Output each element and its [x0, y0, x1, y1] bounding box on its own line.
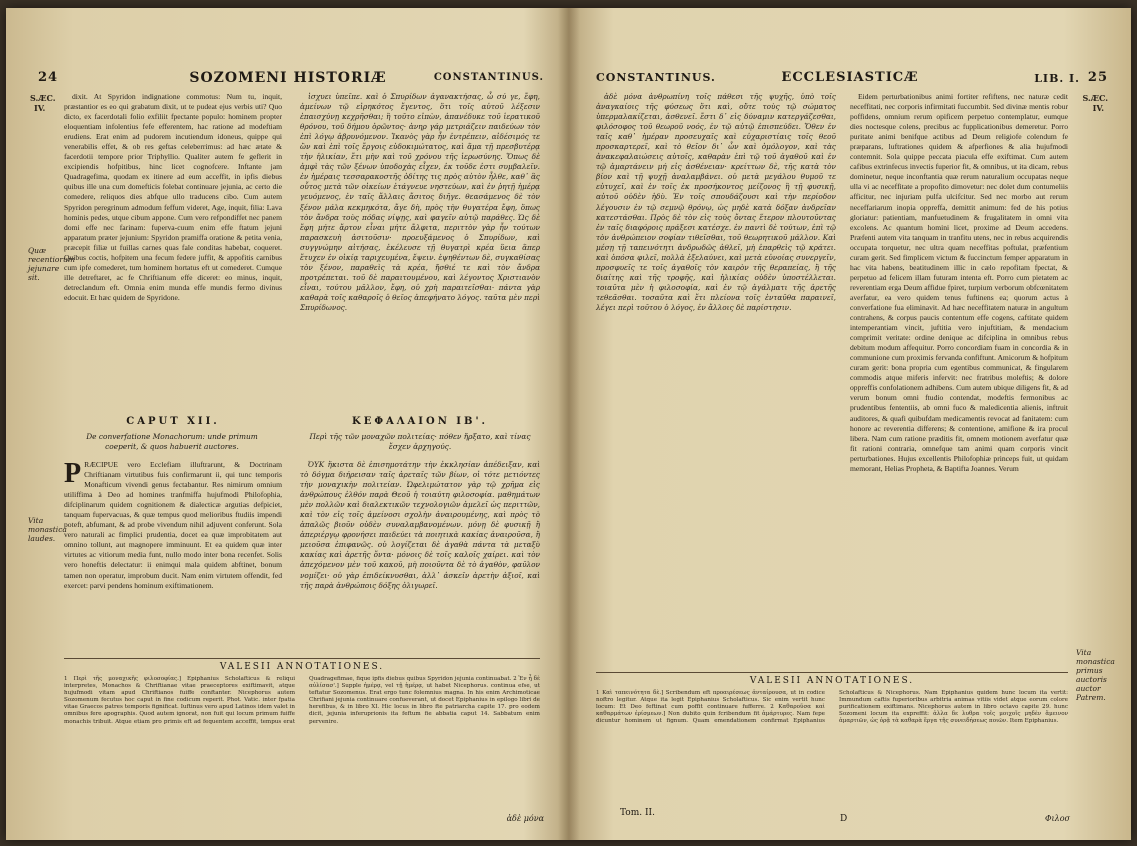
- right-century-label: IV.: [1092, 103, 1104, 113]
- left-chapter-latin: CAPUT XII.: [126, 416, 220, 427]
- right-page: [590, 8, 1115, 840]
- right-notes-rule: [596, 672, 1068, 673]
- left-summary-greek: Περὶ τῆς τῶν μοναχῶν πολιτείας· πόθεν ἤρξατο, καὶ τίνας ἔσχεν ἀρχηγούς.: [309, 432, 531, 451]
- right-book-label: LIB. I.: [1034, 72, 1080, 85]
- left-margin-note-jejunium: Quæ recentiorum jejunare sit.: [28, 246, 75, 282]
- right-latin-text: Eidem perturbationibus animi fortiter refiftens, nec naturæ cedit neceffitati, nec corporis infirmitati fuccumbit. Sed divinæ mentis robur poffidens, omnium rerum opificem perpetuo contemplatur, eumque dies noctesque colens, precibus ac fupplicationibus demeretur. Porro puritate animi benifque actibus ad Deum religiofe colendum fe præparans, luftrationes quidem & afperfiones & alia hujufmodi contemnit. Sola quippe peccata piacula effe exiftimat. Cum autem cafibus extrinfecus invectis fuperior fit, & omnibus, ut ita dicam, rebus dominetur, neque inconftantia quæ rerum naturalium occupatas neque ulla vi ac neceffitate a propofito dimovetur: nec dolet dum contumeliis afficitur, nec injuriam pulfa ulcifcitur. Sed nec morbo aut rerum neceffariarum inopia oppreffa, demittit animum: fed de his potius gloriatur: patientiam, manfuetudinem & frugalitatem in omni vita excolens. Ac quantum homini licet, proxime ad Deum accedens. Præfenti autem vita tanquam in tranfitu utens, nec in rebus acquirendis occupata torquetur, nec ultra quam neceffitas poftulat, præfentium curam gerit. Sed fimplicem victum & fuccinctum femper apparatum in hac vita habens, beatitudinem illic in cælo repofitam fpectat, & perpetuo ad felicem illam futuram intenta eft. Porro cum pietatem ac reverentiam erga Deum affidue fpiret, turpium verborum obfcœnitatem averfatur, ea vero quidem tenus fuftinens ea; quorum actus à converfatione fua eliminavit. Ad hæc neceffitatem naturæ in angultum contrahens, & corpus paucis contentum effe cogens, caftitate quidem intemperantiam vincit, juftitia vero injuftitiam, & mendacium comprimit veritate: ordine denique ac difciplina in omnibus rebus debitum modum affequitur. Porro concordiam fuam in concordia & in communione cum proximis fervanda confiftunt. Amicorum & hofpitum curam gerit: bona propria cum egentibus communicat, & fingularem commodis atque miferis infervit: nec fratribus moleftis; & dolore oppreffis confolationem adhibens. Cum autem ubique diligens fit, & ad verum bonum omni ftudio contendat, modeftis fermonibus ac prudentibus fententiis, ab omni fuco & maledicentia alienis, inftruit auditores, & quafi quibufdam medicamentis revocat ad fanitatem: cum honore ac reverentia differens; & contentione, amifione & ira procul libera. Nam cum ratione præditis fit, omnem motionem averfatur quæ fit rationi contraria, omnefque tam animi quam corporis vincit perturbationes. Hujus excellentis Philofophiæ princeps fuit, ut quidam memorant, Helias Propheta, & Baptifta Joannes. Verum: [850, 92, 1068, 473]
- left-catchword: ἀδὲ μόνα: [506, 814, 544, 823]
- right-running-title: ECCLESIASTICÆ: [781, 70, 919, 85]
- right-notes-text: 1 Καὶ ταπεινότητα δὲ.] Scribendum eft προαιρέσεως ἀνταίρουσα, ut in codice noftro legitur. Atque ita legit Epiphanius Scholafticus. Sic enim vertit hunc locum: Et Deo feftinat cum poffit continuare fufferre. 2 Καθαροῦσα καὶ καθαρμάτων ἐρίσμεων.] Non dubito quin fcribendum fit ἀμάρτυρες. Nam fepe dicuntur hominem ut fignum. Quam emendationem confirmat Epiphanius Scholafticus & Nicephorus. Nam Epiphanius quidem hunc locum ita vertit: Immundum caftis fuperioribus arbitria animas vitiis videt atque eorum colore purificationem exiftimans. Nicephorus autem in libro octavo capite 29. hunc Sozomeni locum ita expreffit: ἀλλα δε λυθρα τοῖς μοιχοῖς μηδὲν ἄμεινον ἀμαρτιῶν, ὡς ὁρᾷ τὰ καθαρὰ ἔργα τῆς συνειδήσεως ποιῶν. Item Epiphanius.: [596, 690, 1068, 725]
- left-latin-column-bottom: [64, 460, 282, 650]
- left-running-title: SOZOMENI HISTORIÆ: [189, 70, 387, 86]
- left-latin-text-bottom: RÆCIPUE vero Ecclefiam illuftrarunt, & Doctrinam Chriftianam virtutibus fuis confirmarunt ii, qui tunc temporis Monafticum vivendi genus fectabantur. Res nimirum omnium utiliffima à Deo ad homines tranfmiffa hujufmodi Philofophia, difciplinarum quidem cognitionem & dialecticæ argutias defpiciet, tanquam fupervacuas, & quæ tempus quod melioribus ftudiis impendi poteft, abfumant, & ad probe vivendum nihil adjuvent conferunt. Sola vero naturali ac fimplici prudentia, docet ea quæ improbitatem aut omnino tollunt, aut magnopere imminuunt. Et ea quidem quæ inter virtutes ac vitiorum media funt, nullo modo inter bona recenfet. Solis vero honeftis delectatur: ii enimqui mala quidem abftinet, bonum tamen non operatur, improbum ducit. Nam enim virtutem offendit, fed exercet: parvi pendens hominum exiftimationem.: [64, 460, 282, 590]
- left-latin-column-top: [64, 92, 282, 410]
- left-notes-rule: [64, 658, 540, 659]
- book-gutter: [558, 8, 580, 840]
- right-running-head: [590, 70, 1110, 88]
- right-emperor-label: CONSTANTINUS.: [596, 71, 716, 84]
- left-latin-text-top: dixit. At Spyridon indignatione commotus: Num tu, inquit, præstantior es eo qui grabatum dixit, ut te pudeat ejus verbis uti? Quo dicto, ex facerdotali folio exfiliit fpectante populo: hominem propter eloquentiam infolentius fefe efferentem, hac ratione ad modeftiam erudiens. Erat enim ad pudorem incutiendum idoneus, quippe qui venerabilis effet, & ob res geftas celeberrimus: ad hæc ætate & facerdotii tempore prior Triphyllio. Qualiter autem fe geflerit in excipiendis hofpitibus, hinc licet cognofcere. Inftante jam Quadragefima, quodam ex itinere ad eum acceffit, in ipfis diebus quibus ille una cum domefticis folebat continuare jejunia, ac certo die comedere, reliquos dies abfque ullo traducens cibo. Cum autem Spyridon peregrinum admodum feffum videret, Age, inquit, filia: Lava hominis pedes, utque cibum appone. Cum vero refpondiffet nec panem domi effe nec farinam: fuperva-cuum enim effe ftatum jejuni apparatum præter jejunium: Spyridon pramiffa oratione & petita venia, præcepit filiæ ut fuillas carnes quas fale conditas habebat, coqueret. Quibus coctis, hofpitem una fecum federe juffit, & appofitis carnibus cum ipfe comederet, tum hominem hortatus eft ut comederet. Cumque ille detreftaret, ac fe Chriftianum effe diceret: eo minus, inquit, detreclandum eft. Omnia enim munda effe mundis fermo divinus edocuit. Et hæc quidem de Spyridone.: [64, 92, 282, 302]
- left-running-head: [28, 70, 548, 88]
- right-notes-heading: VALESII ANNOTATIONES.: [749, 676, 915, 686]
- left-page: [28, 8, 548, 840]
- right-page-number: 25: [1087, 70, 1108, 85]
- right-catchword: Φιλοσ: [1044, 814, 1070, 823]
- left-dropcap: P: [64, 458, 82, 489]
- right-greek-column: [596, 92, 836, 648]
- right-margin-note: Vita monastica primus auctoris auctor Patrem.: [1076, 648, 1115, 702]
- left-notes-text: 1 Περὶ τῆς μοναχικῆς φιλοσοφίας.] Epiphanius Scholafticus & reliqui interpretes, Monachos & Chriftianae vitae praeceptores exiftimavit, atque hujufmodi vitam apud Chriftianos fuiffe conftanter. Nicephorus autem Sozomenum fecutus hoc caput in fine codicum reperit. Phot. Vatic. inter fpatia vitae Graecos patres temporis fignificat. Iuftinus vero apud Latinos idem valet in omnibus fere apographis. Quod autem ignorat, non fuit qui locum primum fuiffe monachis tribuit. Atque etiam pro primis eft ad fequentem acceffit, tempus erat Quadragefimae, fique ipfis diebus quibus Spyridon jejunia continuabat. 2 Ἐν ἧ̣ δὲ αὐλίσασ'.] Supple ἡμέρᾳ, vel τῇ ἡμέρᾳ, ut habet Nicephorus. continua efse, ut teftatur Sozomenus. Erat ergo tunc folemnius magna. In his enim Archimoticae Chrifiani jejunia continuare confueverant, ut docet Epiphanius in epilogo libri de herefibus, & in libro XI. Hic locus in libro fte patriarcha capite 17. pro eodem dicit, jejunia inferuprionis ita feftum fie abbatia caput 14. Sabbatum enim pervenire.: [64, 676, 540, 725]
- left-century-label: IV.: [34, 103, 46, 113]
- right-latin-column: [850, 92, 1068, 664]
- right-signature-mark: D: [840, 814, 848, 824]
- left-greek-column-bottom: [300, 460, 540, 650]
- right-greek-text: ἀδὲ μόνα ἀνθρωπίνη τοῖς πάθεσι τῆς ψυχῆς, ὑπὸ τοῖς ἀναγκαίοις τῆς φύσεως ὅτι καὶ, οὔτε τοὺς τῷ σώματος ὑπερμαλακίζεται, ἀσθενεῖ. ἔστι δ᾽ εἰς δύναμιν κατεργάζεσθαι, φιλόσοφος τοῦ θεωροῦ νοός, ἐν τῷ αὐτῷ ἐπισπεύδει. Ὅθεν ἐν ταῖς καθ᾽ ἡμέραν προσευχαῖς καὶ εὐχαριστίαις τοῖς θεοῦ προσκαρτερεῖ, καὶ τὸ θεῖον δι᾽ ὧν καὶ ὁμόλογον, καὶ τὰς ἀνακεφαλαιώσεις αὐτοῖς, καθαρὰν ἐπὶ τῷ τοῦ ἀγαθοῦ καὶ ἐν τῷ ἀμαρτάνειν μή εἰς ἀσθένειαν· κρείττων δὲ, τῆς κατὰ τὸν βίον καὶ τῇ ψυχῇ ἀναλαμβάνει. οὐ μετὰ μεγάλου θυμοῦ τε εὐτυχεῖ, καὶ ἐν τοῖς ἐκ προσήκοντος μείζονος ἢ τῇ φυσικῇ, αὐτοῦ οὐδὲν ἡδὺ. Ἐν τοῖς σπουδάζουσι καὶ τὴν περίοδον λέγουσιν ἐν τῷ σεμνῷ θρόνῳ, ὡς μηδὲ κατὰ δόξαν ἀνδρεῖαν κατεστάσθαι. Πρὸς δὲ τὸν εἰς τοὺς ὄντας ἕτερον πλουτοῦντας ἐν ταῖς διαφόροις πράξεσι κατέσχε. ἐν παντὶ δὲ τούτων, ἐπὶ τῷ τὸν ἀνθρώπειον σοφίαν τιθεῖσθαι, τοῦ θεωρητικοῦ μάλλον. Καὶ μέσῃ τῇ ταπεινότητι ἀνδρωδῶς ἀθλεῖ, μὴ ἐπαρθεὶς τῷ κράτει. καὶ ὁπόσα φιλεῖ, πολλὰ ἐξελαύνει, καὶ μετὰ εὐνοίας συνεργεῖν, προσφυεῖς τε τοῖς ἀγαθοῖς τὸν καιρὸν τῆς θεραπείας, ἢ τῆς διαίτης καὶ τῆς τροφῆς, καὶ ἡλικίας οὐδὲν ὑποστέλλεται. τοιαῦτα μὲν ἡ φιλοσοφία, καὶ ἐν τῷ ἀγάλματι τῆς ἀρετῆς τεθεᾶσθαι. τοσαῦτα καὶ ἔτι πλείονα τοῖς ἐνταῦθα παραινεῖ, λέγει περὶ τοῦτου ὁ λόγος, ἐν ἄλλοις δὲ παρίστησιν.: [596, 92, 836, 312]
- left-margin-note-monastica: Vita monastica laudes.: [28, 516, 67, 543]
- left-saec-label: S.ÆC.: [30, 93, 56, 103]
- left-summary-latin: De converfatione Monachorum: unde primum coeperit, & quos habuerit auctores.: [86, 432, 258, 451]
- right-saec-label: S.ÆC.: [1082, 93, 1108, 103]
- right-signature-tome: Tom. II.: [620, 808, 655, 818]
- left-notes-heading: VALESII ANNOTATIONES.: [219, 662, 385, 672]
- left-greek-text-bottom: ὈΥΚ ἥκιστα δὲ ἐπισημοτάτην τὴν ἐκκλησίαν ἀπέδειξαν, καὶ τὸ δόγμα διήρεισαν ταῖς ἀρεταῖς τῶν βίων, οἱ τότε μετιόντες τὴν μοναχικὴν πολιτείαν. Ὠφελιμώτατον γὰρ τῷ χρῆμα εἰς ἀνθρώπους ἐλθόν παρὰ Θεοῦ ἡ τοιαύτη φιλοσοφία. μαθημάτων μὲν πολλῶν καὶ διαλεκτικῶν τεχνολογιῶν ἀμελεῖ ὡς περιττῶν, καὶ τὸν εἰς τοῖς ἀμείνοσι σχολὴν ἀναιρουμένης, καὶ πρὸς τὸ ἀπαλῶς βιοῦν οὐδὲν συναλαμβανομένων. μόνῃ δὲ φυσικῇ ἢ ἀπεριέργῳ φρονήσει παιδεύει τὰ ποιητικὰ κακίας ἀναιροῦσα, ἢ μειοῦσα ἐπιφανῶς. οὐ λογίζεται δὲ ἀγαθὰ πάντα τὰ μεταξὺ κακίας καὶ ἀρετῆς ὄντα· μόνοις δὲ τοῖς καλοῖς χαίρει. καὶ τὸν ἀπεχόμενον μὲν τοῦ κακοῦ, μὴ ποιοῦντα δὲ τὸ ἀγαθὸν, φαῦλον νομίζει· οὐ γὰρ ἐπιδείκνυσθαι, ἀλλ᾽ ἀσκεῖν ἀρετὴν ἀξιοῖ, καὶ τῆς παρὰ ἀνθρώποις δόξης ὀλιγωρεῖ.: [300, 460, 540, 590]
- left-greek-column-top: [300, 92, 540, 410]
- book-spread: [6, 8, 1131, 840]
- left-greek-text-top: ἰσχυει ὑπεῖπε. καὶ ὁ Σπυρίδων ἀγανακτήσας, ὦ σύ γε, ἔφη, ἀμείνων τῷ εἰρηκότος ἔγεντος, ὅτι τοῖς αὐτοῦ λέξεσιν ἐπαισχύνῃ κεχρῆσθαι; ἢ τοῦτο εἰπὼν, ἀπανέδυκε τοῦ ἱερατικοῦ θρόνου, τοῦ δήμου ὁρῶντος· ἀνηρ γάρ μετριάζειν παιδεύων τὸν ἐπὶ λόγῳ ἀβρυνόμενον. Ἱκανὸς γὰρ ἦν ἐντρέπειν, αἰδέσιμός τε ὢν καὶ ἐπὶ τοῖς ἔργοις εὐδοκιμώτατος, καὶ ἅμα τῇ πρεσβυτέρᾳ τὴν ἡλικίαν, ἔτι μὴν καὶ τοῦ χρόνου τῆς ἱερωσύνης. Ὅπως δὲ ἀμφὶ τὰς τῶν ξένων ὑποδοχὰς εἶχεν, ἐκ τοῦδε ἐστι συμβαλεῖν. ἐν ἡμέραις τεσσαρακοστῆς ὁδίτης τις πρὸς αὐτὸν ἦλθε, καθ᾽ ἃς οὗτος μετὰ τῶν οἰκείων ἐτάγνευε νηστεύων, καὶ ἐν ῥητῇ ἡμέρᾳ γευόμενος, ἐν ταῖς ἄλλαις ἄσιτος διῆγε. θεασάμενος δὲ τὸν ξένον μάλα κεκμηκότα, ἄγε δὴ, πρὸς τὴν θυγατέρα ἔφη, ὅπως τὸν ἄνδρα τοὺς πόδας νίψῃς, καὶ φαγεῖν αὐτῷ παράθες. Ὡς δὲ ἔφη μήτε ἄρτον εἶναι μήτε ἄλφιτα, περιττὸν γὰρ ἦν τούτων παρασκευὴ ἀσιτοῦσιν· προευξάμενος ὁ Σπυρίδων, καὶ συγγνώμην αἰτήσας, ἐκέλευσε τῇ θυγατρὶ κρέα ὕεια ἅπερ ἔτυχεν ἐν οἰκίᾳ ταριχευμένα, ἕψειν. ἑψηθέντων δὲ, συγκαθίσας τὸν ξένον, παραθεὶς τὰ κρέα, ἤσθιέ τε καὶ τὸν ἄνδρα προτρέπεται. τοῦ δὲ παραιτουμένου, καὶ λέγοντος Χριστιανὸν εἶναι, τούτου μᾶλλον, ἔφη, οὐ χρὴ παραιτεῖσθαι· πάντα γὰρ καθαρὰ τοῖς καθαροῖς ὁ θεῖος ἀπεφήνατο λόγος. ταῦτα μὲν περὶ Σπυρίδωνος.: [300, 92, 540, 312]
- left-chapter-greek: ΚΕΦΑΛΑΙΟΝ ΙΒ'.: [352, 416, 488, 427]
- left-page-number: 24: [38, 70, 59, 85]
- left-emperor-label: CONSTANTINUS.: [433, 72, 544, 83]
